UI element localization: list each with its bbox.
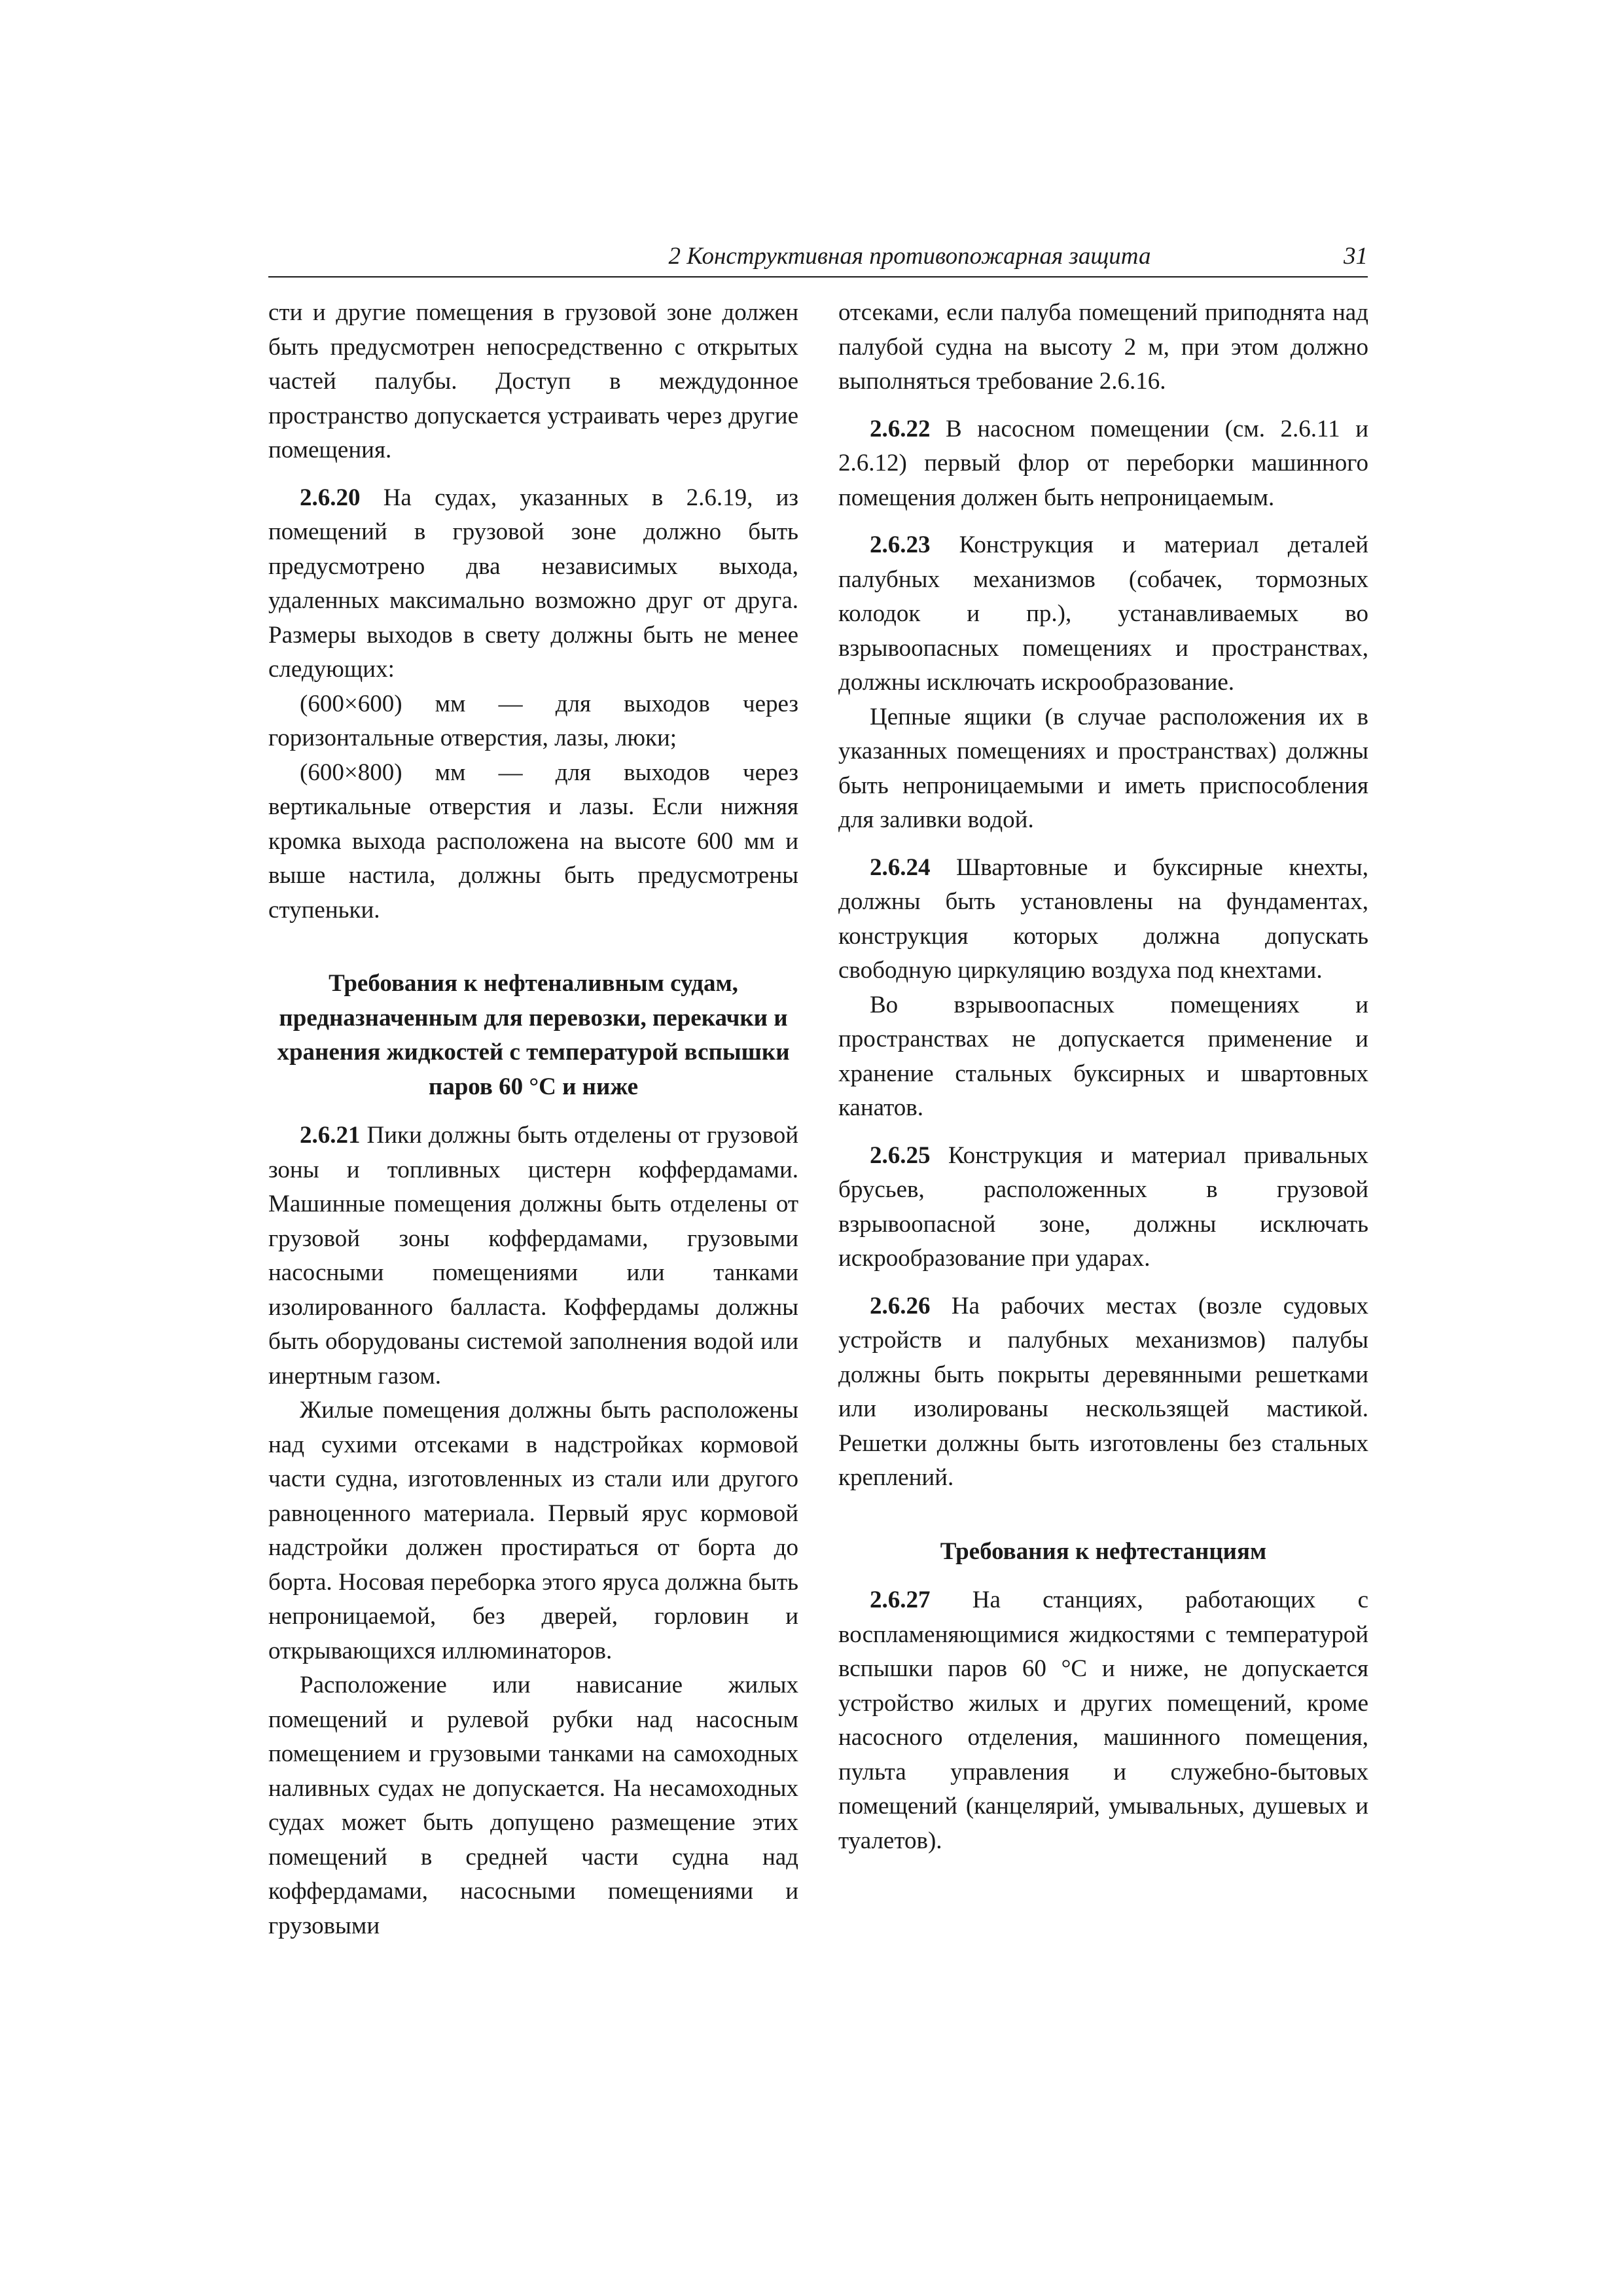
clause-number: 2.6.21 bbox=[300, 1122, 361, 1149]
paragraph-2-6-23 bbox=[838, 528, 1368, 700]
clause-text: На рабочих местах (возле судовых устройств и палубных механизмов) палубы должны быть покрыты деревянными решетками или изолированы нескользящей мастикой. Решетки должны быть изготовлены без стальных креплений. bbox=[838, 1292, 1368, 1491]
paragraph: сти и другие помещения в грузовой зоне должен быть предусмотрен непосредственно с открытых частей палубы. Доступ в междудонное пространство допускается устраивать через другие помещения. bbox=[268, 299, 798, 463]
paragraph-2-6-20 bbox=[268, 481, 798, 687]
clause-text: На судах, указанных в 2.6.19, из помещений в грузовой зоне должно быть предусмотрено два независимых выхода, удаленных максимально возможно друг от друга. Размеры выходов в свету должны быть не менее следующих: bbox=[268, 484, 798, 683]
paragraph: Цепные ящики (в случае расположения их в указанных помещениях и пространствах) должны быть непроницаемыми и иметь приспособления для заливки водой. bbox=[838, 703, 1368, 833]
paragraph: Во взрывоопасных помещениях и пространствах не допускается применение и хранение стальных буксирных и швартовных канатов. bbox=[838, 991, 1368, 1121]
paragraph-2-6-25 bbox=[838, 1139, 1368, 1276]
paragraph-2-6-26 bbox=[838, 1289, 1368, 1496]
left-column bbox=[268, 296, 798, 1943]
paragraph: (600×800) мм — для выходов через вертикальные отверстия и лазы. Если нижняя кромка выхода расположена на высоте 600 мм и выше настила, должны быть предусмотрены ступеньки. bbox=[268, 759, 798, 924]
clause-text: Конструкция и материал деталей палубных механизмов (собачек, тормозных колодок и пр.), устанавливаемых во взрывоопасных помещениях и пространствах, должны исключать искрообразование. bbox=[838, 531, 1368, 696]
clause-number: 2.6.27 bbox=[870, 1587, 931, 1613]
section-heading: Требования к нефтестанциям bbox=[940, 1537, 1267, 1565]
clause-text: На станциях, работающих с воспламеняющимися жидкостями с температурой вспышки паров 60 °С и ниже, не допускается устройство жилых и других помещений, кроме насосного отделения, машинного помещения, пульта управления и служебно-бытовых помещений (канцелярий, умывальных, душевых и туалетов). bbox=[838, 1587, 1368, 1854]
clause-text: В насосном помещении (см. 2.6.11 и 2.6.12) первый флор от переборки машинного помещения должен быть непроницаемым. bbox=[838, 415, 1368, 511]
clause-text: Конструкция и материал привальных брусьев, расположенных в грузовой взрывоопасной зоне, должны исключать искрообразование при ударах. bbox=[838, 1141, 1368, 1272]
paragraph: Расположение или нависание жилых помещений и рулевой рубки над насосным помещением и грузовыми танками на самоходных наливных судах не допускается. На несамоходных судах может быть допущено размещение этих помещений в средней части судна над коффердамами, насосными помещениями и грузовыми bbox=[268, 1672, 798, 1939]
section-heading: Требования к нефтеналивным судам, предназначенным для перевозки, перекачки и хранения жидкостей с температурой вспышки паров 60 °С и ниже bbox=[277, 970, 790, 1100]
paragraph: отсеками, если палуба помещений приподнята над палубой судна на высоту 2 м, при этом должно выполняться требование 2.6.16. bbox=[838, 299, 1368, 395]
paragraph: (600×600) мм — для выходов через горизонтальные отверстия, лазы, люки; bbox=[268, 690, 798, 751]
clause-number: 2.6.20 bbox=[300, 484, 361, 511]
paragraph-2-6-27 bbox=[838, 1583, 1368, 1858]
running-header bbox=[268, 240, 1368, 278]
right-column bbox=[838, 296, 1368, 1858]
page-number: 31 bbox=[1344, 243, 1368, 270]
clause-text: Швартовные и буксирные кнехты, должны быть установлены на фундаментах, конструкция которых должна допускать свободную циркуляцию воздуха под кнехтами. bbox=[838, 853, 1368, 984]
clause-number: 2.6.25 bbox=[870, 1141, 931, 1169]
clause-number: 2.6.23 bbox=[870, 531, 931, 558]
clause-number: 2.6.24 bbox=[870, 853, 931, 881]
paragraph-2-6-22 bbox=[838, 412, 1368, 516]
clause-number: 2.6.22 bbox=[870, 415, 931, 442]
paragraph-2-6-24 bbox=[838, 851, 1368, 988]
clause-text: Пики должны быть отделены от грузовой зоны и топливных цистерн коффердамами. Машинные помещения должны быть отделены от грузовой зоны коффердамами, грузовыми насосными помещениями или танками изолированного балласта. Коффердамы должны быть оборудованы системой заполнения водой или инертным газом. bbox=[268, 1122, 798, 1390]
header-title: 2 Конструктивная противопожарная защита bbox=[668, 243, 1151, 270]
clause-number: 2.6.26 bbox=[870, 1292, 931, 1319]
paragraph-2-6-21 bbox=[268, 1119, 798, 1393]
paragraph: Жилые помещения должны быть расположены над сухими отсеками в надстройках кормовой части судна, изготовленных из стали или другого равноценного материала. Первый ярус кормовой надстройки должен простираться от борта до борта. Носовая переборка этого яруса должна быть непроницаемой, без дверей, горловин и открывающихся иллюминаторов. bbox=[268, 1397, 798, 1664]
